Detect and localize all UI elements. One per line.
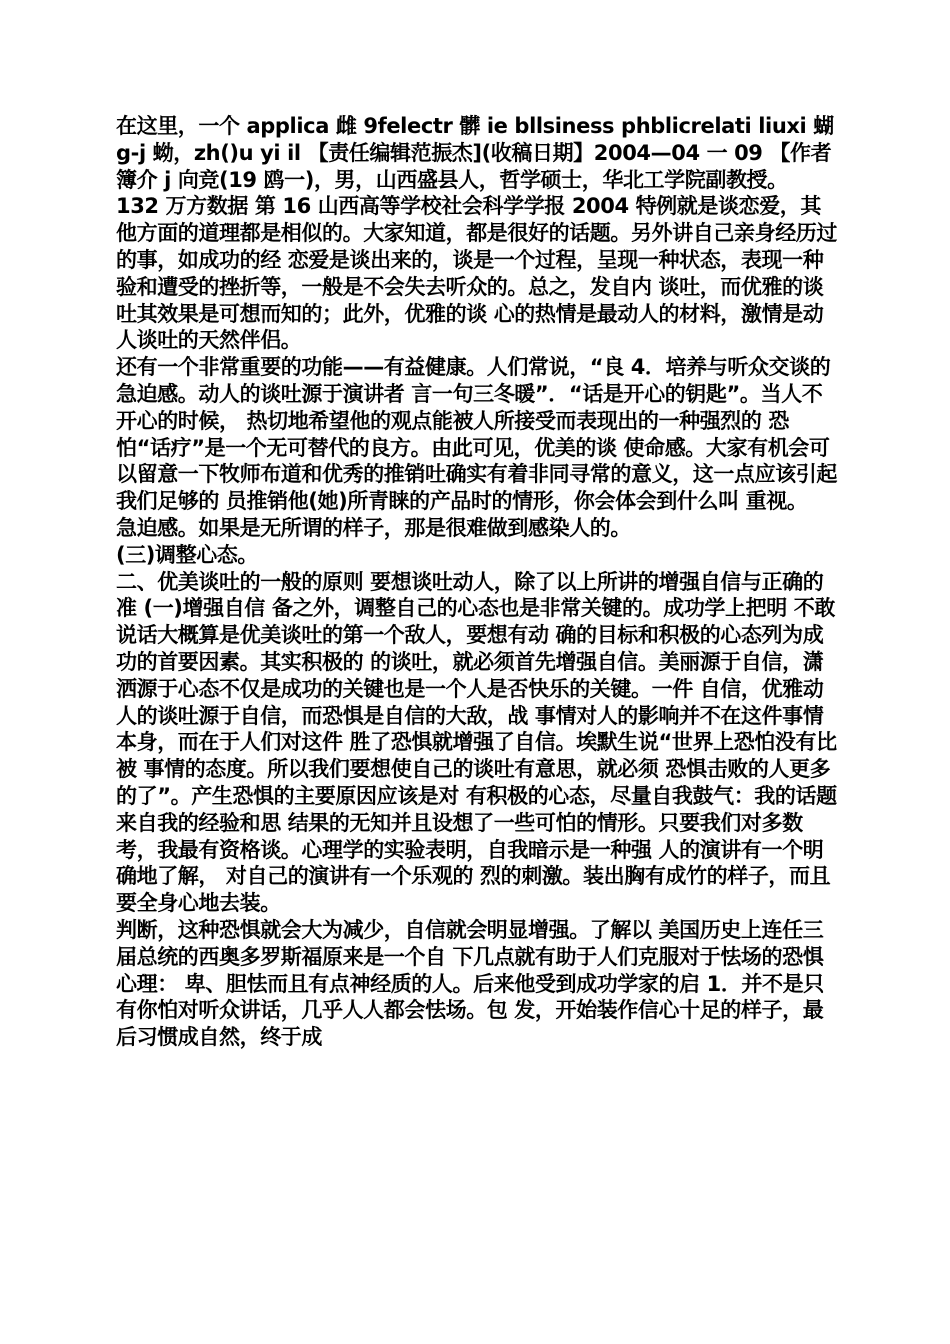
paragraph-urgency-note: 急迫感。如果是无所谓的样子，那是很难做到感染人的。 [116,515,631,540]
paragraph-topic-love: 132 万方数据 第 16 山西高等学校社会科学学报 2004 特例就是谈恋爱，其他方面的道理都是相似的。大家知道，都是很好的话题。另外讲自己亲身经历过的事，如成功的经 恋爱是谈出来的，谈是一个过程，呈现一种状态，表现一种 验和遭受的挫折等，一般是不会失去听众的。总之，发自内 谈吐，而优雅的谈吐其效果是可想而知的；此外，优雅的谈 心的热情是最动人的材料，激情是动人谈吐的天然伴侣。 [116,194,837,353]
paragraph-author-note: 在这里，一个 applica 雌 9felectr 髒 ie bllsiness phblicrelati liuxi 蝴 g-j 蚴，zh()u yi il 【责任编辑范振杰](收稿日期】2004—04 一 09 【作者簿介 j 向竞(19 鸥一)，男，山西盛县人，哲学硕士，华北工学院副教授。 [116,114,834,192]
paragraph-health-urgency: 还有一个非常重要的功能——有益健康。人们常说，“良 4．培养与听众交谈的急迫感。动人的谈吐源于演讲者 言一句三冬暖”．“话是开心的钥匙”。当人不开心的时候， 热切地希望他的观点能被人所接受而表现出的一种强烈的 恐怕“话疗”是一个无可替代的良方。由此可见，优美的谈 使命感。大家有机会可以留意一下牧师布道和优秀的推销吐确实有着非同寻常的意义，这一点应该引起我们足够的 员推销他(她)所青睐的产品时的情形，你会体会到什么叫 重视。 [116,355,837,514]
document-body [116,113,840,1051]
paragraph-heading-mindset: (三)调整心态。 [116,542,258,567]
paragraph-principles-confidence: 二、优美谈吐的一般的原则 要想谈吐动人，除了以上所讲的增强自信与正确的准 (一)增强自信 备之外，调整自己的心态也是非常关键的。成功学上把明 不敢说话大概算是优美谈吐的第一个敌人，要想有动 确的目标和积极的心态列为成功的首要因素。其实积极的 的谈吐，就必须首先增强自信。美丽源于自信，潇洒源于心态不仅是成功的关键也是一个人是否快乐的关键。一件 自信，优雅动人的谈吐源于自信，而恐惧是自信的大敌，战 事情对人的影响并不在这件事情本身，而在于人们对这件 胜了恐惧就增强了自信。埃默生说“世界上恐怕没有比被 事情的态度。所以我们要想使自己的谈吐有意思，就必须 恐惧击败的人更多的了”。产生恐惧的主要原因应该是对 有积极的心态，尽量自我鼓气：我的话题来自我的经验和思 结果的无知并且设想了一些可怕的情形。只要我们对多数 考，我最有资格谈。心理学的实验表明，自我暗示是一种强 人的演讲有一个明确地了解， 对自己的演讲有一个乐观的 烈的刺激。装出胸有成竹的样子，而且要全身心地去装。 [116,569,837,916]
paragraph-fear-judgment: 判断，这种恐惧就会大为减少，自信就会明显增强。了解以 美国历史上连任三届总统的西奥多罗斯福原来是一个自 下几点就有助于人们克服对于怯场的恐惧心理： 卑、胆怯而且有点神经质的人。后来他受到成功学家的启 1．并不是只有你怕对听众讲话，几乎人人都会怯场。包 发，开始装作信心十足的样子，最后习惯成自然，终于成 [116,917,824,1050]
